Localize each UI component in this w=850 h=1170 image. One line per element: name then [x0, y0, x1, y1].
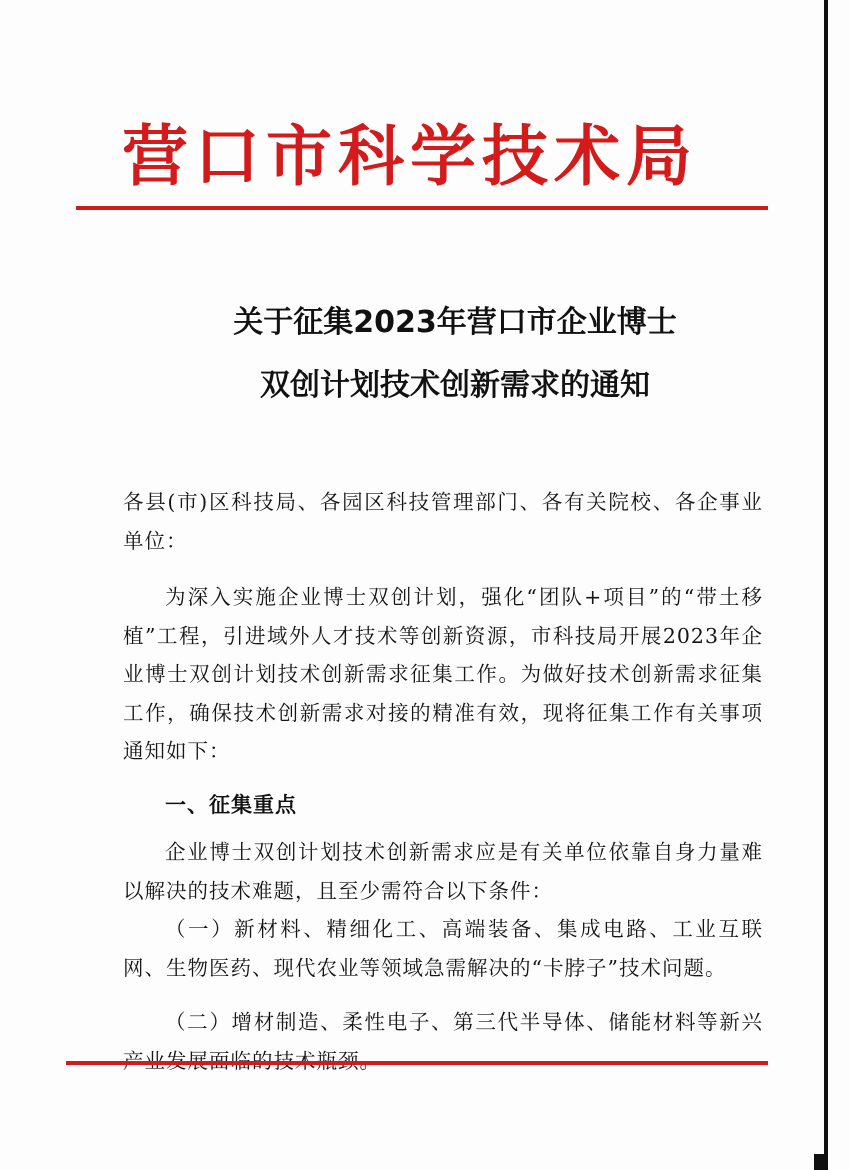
section1-lead-paragraph: 企业博士双创计划技术创新需求应是有关单位依靠自身力量难以解决的技术难题，且至少需符合以下条件： [123, 840, 763, 903]
intro-paragraph: 为深入实施企业博士双创计划，强化“团队+项目”的“带土移植”工程，引进域外人才技术等创新资源，市科技局开展2023年企业博士双创计划技术创新需求征集工作。为做好技术创新需求征集工作，确保技术创新需求对接的精准有效，现将征集工作有关事项通知如下： [123, 585, 763, 763]
section1-item-1: （一）新材料、精细化工、高端装备、集成电路、工业互联网、生物医药、现代农业等领域急需解决的“卡脖子”技术问题。 [123, 917, 763, 980]
letterhead-red-rule [76, 206, 768, 210]
section1-item-2: （二）增材制造、柔性电子、第三代半导体、储能材料等新兴 [165, 1010, 763, 1034]
addressee-line: 各县(市)区科技局、各园区科技管理部门、各有关院校、各企事业单位： [123, 490, 763, 553]
document-title-line1: 关于征集2023年营口市企业博士 [233, 305, 677, 340]
scan-border-edge [824, 0, 828, 1170]
footer-red-rule [66, 1061, 768, 1065]
scan-border-corner [814, 1154, 828, 1170]
document-title-line2: 双创计划技术创新需求的通知 [260, 368, 650, 403]
issuer-letterhead: 营口市科学技术局 [122, 117, 698, 195]
section-heading-1: 一、征集重点 [165, 793, 297, 817]
